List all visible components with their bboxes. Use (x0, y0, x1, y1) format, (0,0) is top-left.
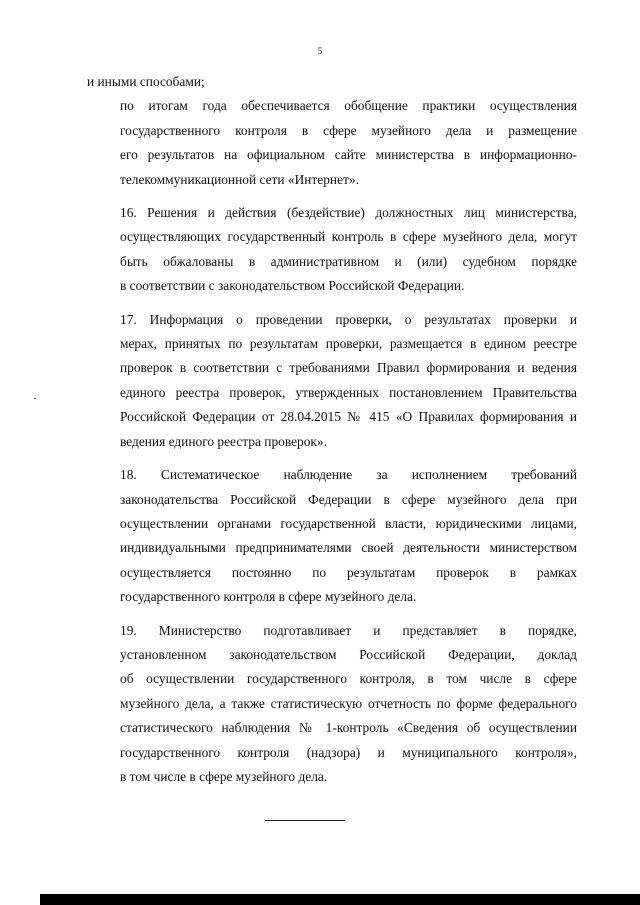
text-line: Российской Федерации от 28.04.2015 № 415 «О Правилах формирования и (120, 409, 577, 425)
text-line: в соответствии с законодательством Российской Федерации. (120, 278, 465, 294)
text-line: государственного контроля в сфере музейного дела и размещение (120, 122, 577, 138)
page-number: 5 (317, 46, 323, 56)
paragraph-item-18 (87, 463, 577, 609)
text-line: осуществляющих государственный контроль в сфере музейного дела, могут (120, 229, 577, 245)
document-body (87, 70, 577, 789)
text-line: 18. Систематическое наблюдение за исполнением требований (120, 467, 577, 483)
text-line: осуществлении органами государственной власти, юридическими лицами, (120, 515, 577, 531)
text-line: об осуществлении государственного контроля, в том числе в сфере (120, 671, 577, 687)
text-line: по итогам года обеспечивается обобщение практики осуществления (120, 98, 577, 114)
text-line: телекоммуникационной сети «Интернет». (120, 171, 359, 187)
paragraph-item-16 (87, 201, 577, 299)
text-line: государственного контроля в сфере музейного дела. (120, 589, 417, 605)
paragraph-item-17 (87, 308, 577, 454)
text-line: статистического наблюдения № 1-контроль «Сведения об осуществлении (120, 720, 577, 736)
text-line: ведения единого реестра проверок». (120, 433, 327, 449)
text-line: индивидуальными предпринимателями своей деятельности министерством (120, 540, 577, 556)
text-line: единого реестра проверок, утвержденных постановлением Правительства (120, 384, 577, 400)
text-line: законодательства Российской Федерации в сфере музейного дела при (120, 491, 577, 507)
text-line: в том числе в сфере музейного дела. (120, 768, 328, 784)
text-line: музейного дела, а также статистическую отчетность по форме федерального (120, 695, 577, 711)
scan-edge-bar (40, 894, 640, 905)
text-line: проверок в соответствии с требованиями Правил формирования и ведения (120, 360, 577, 376)
text-line: 19. Министерство подготавливает и представляет в порядке, (120, 622, 577, 638)
paragraph-continuation (87, 70, 577, 94)
text-line: государственного контроля (надзора) и муниципального контроля», (120, 744, 577, 760)
text-line: установленном законодательством Российской Федерации, доклад (120, 646, 577, 662)
paragraph-item-19 (87, 619, 577, 790)
text-line: быть обжалованы в административном и (или) судебном порядке (120, 253, 577, 269)
text-line: 17. Информация о проведении проверки, о результатах проверки и (120, 311, 577, 327)
text-line: мерах, принятых по результатам проверки, размещается в едином реестре (120, 336, 577, 352)
end-divider (265, 820, 345, 821)
text-line: и иными способами; (87, 74, 205, 89)
text-line: осуществляется постоянно по результатам проверок в рамках (120, 564, 577, 580)
text-line: 16. Решения и действия (бездействие) должностных лиц министерства, (120, 205, 577, 221)
text-line: его результатов на официальном сайте министерства в информационно- (120, 147, 577, 163)
paragraph-summary (87, 94, 577, 192)
scan-speck (34, 398, 36, 399)
